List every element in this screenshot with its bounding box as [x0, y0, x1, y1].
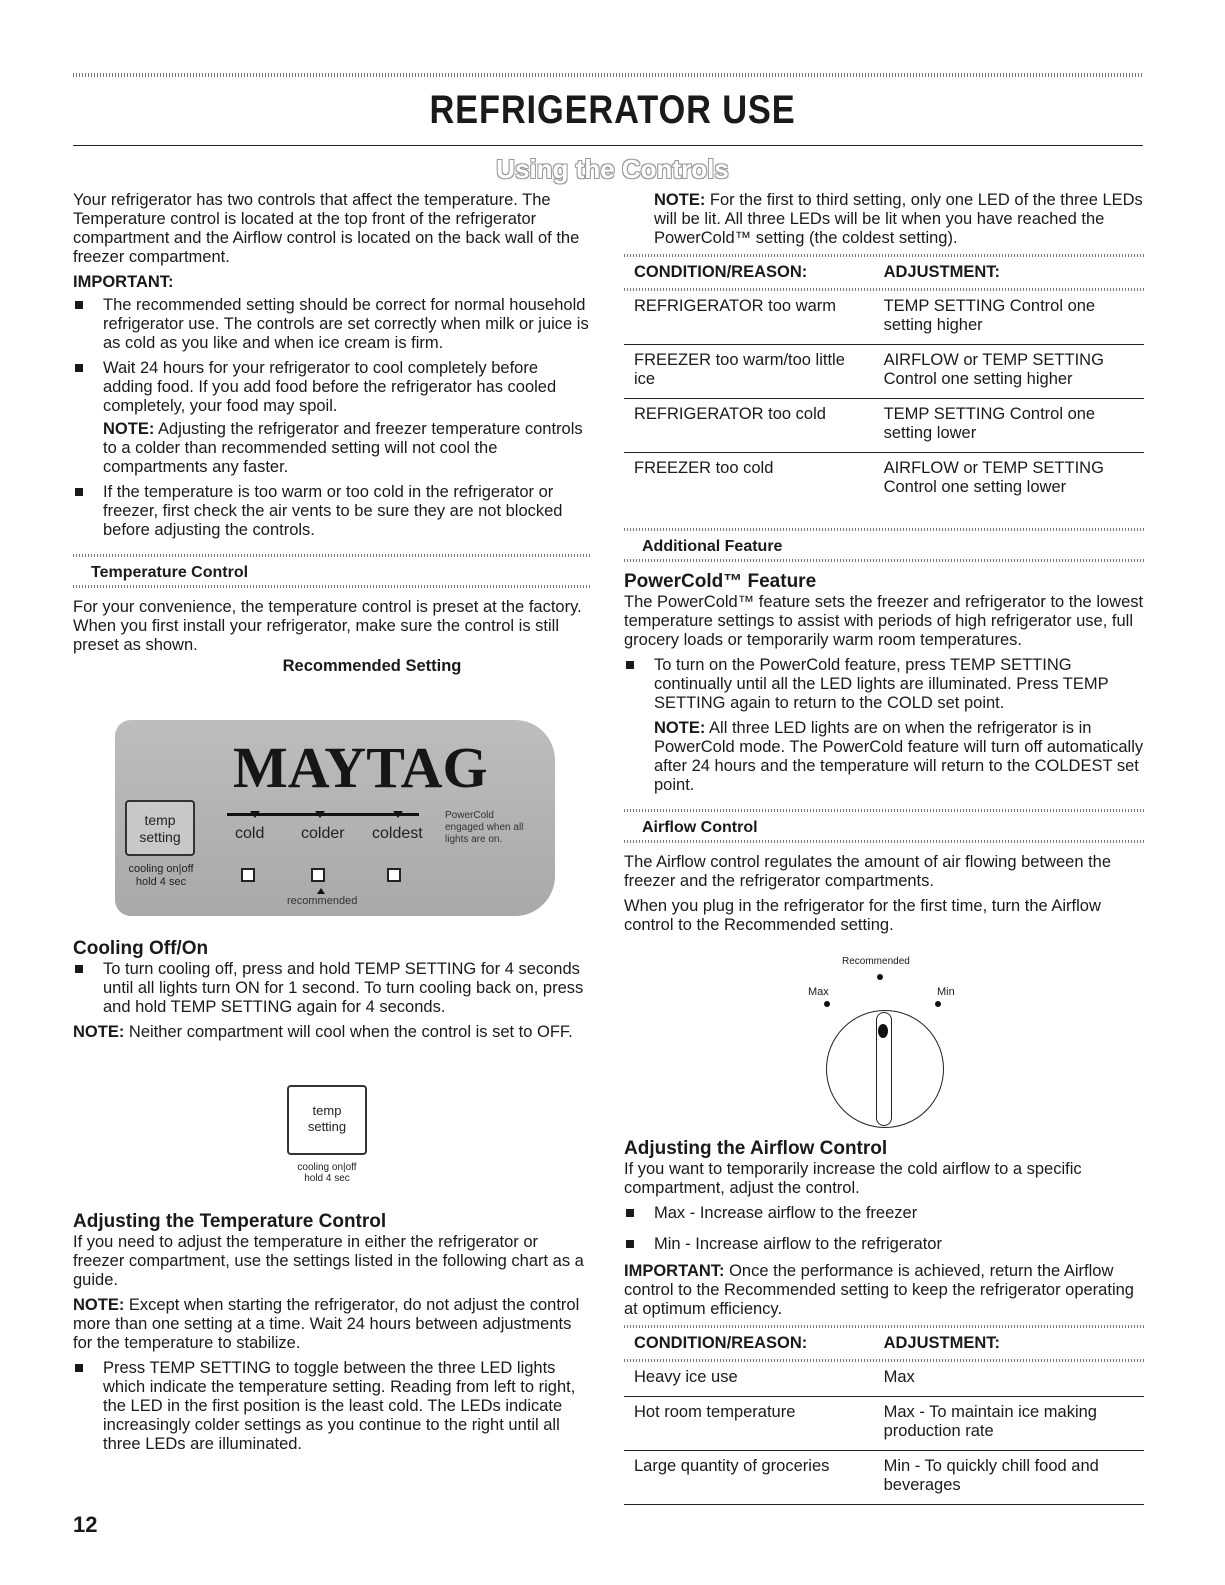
- powercold-line2: engaged when all: [445, 822, 524, 833]
- right-column-lower: [624, 1139, 1144, 1505]
- panel-cooling-caption: [121, 863, 201, 889]
- intro-text: Your refrigerator has two controls that affect the temperature. The Temperature control is located at the top front of the refrigerator compartment and the Airflow control is located on the back wall of the freezer compartment.: [73, 191, 580, 266]
- header-condition: CONDITION/REASON:: [634, 263, 808, 281]
- adjust-temp-list: [73, 1359, 591, 1454]
- table-row: [624, 291, 1144, 345]
- left-column: [73, 191, 591, 682]
- powercold-line1: PowerCold: [445, 810, 494, 821]
- table-header-row: [624, 1328, 1144, 1359]
- panel-recommended-label: recommended: [287, 895, 358, 907]
- band-label: Additional Feature: [642, 538, 783, 555]
- table-cell: TEMP SETTING Control one setting lower: [874, 399, 1144, 453]
- band-bottom-hatch: [73, 585, 591, 588]
- note-text: Neither compartment will cool when the control is set to OFF.: [124, 1023, 573, 1041]
- leds-note: [624, 191, 1144, 248]
- small-button-caption: [287, 1162, 367, 1184]
- note-label: NOTE:: [654, 191, 706, 209]
- table-cell: FREEZER too warm/too little ice: [624, 345, 874, 399]
- button-line1: temp: [144, 812, 176, 828]
- table-cell: Max - To maintain ice making production rate: [874, 1397, 1144, 1451]
- airflow-text-1: The Airflow control regulates the amount of air flowing between the freezer and the refrigerator compartments.: [624, 853, 1112, 890]
- temp-control-text: For your convenience, the temperature control is preset at the factory. When you first install your refrigerator, make sure the control is still preset as shown.: [73, 598, 582, 654]
- page-number: 12: [73, 1512, 98, 1537]
- band-bottom-hatch: [624, 840, 1144, 843]
- button-line2: setting: [307, 1119, 347, 1134]
- note-label: NOTE:: [73, 1296, 125, 1314]
- caption-line2: hold 4 sec: [135, 876, 187, 888]
- note-adjusting: [73, 420, 591, 477]
- table-row: [624, 1451, 1144, 1505]
- cooling-list: [73, 960, 591, 1017]
- list-item: If the temperature is too warm or too cold in the refrigerator or freezer, first check the air vents to be sure they are not blocked before adjusting the controls.: [73, 483, 591, 540]
- airflow-important: [624, 1262, 1144, 1319]
- led-coldest: [387, 868, 401, 882]
- led-colder: [311, 868, 325, 882]
- airflow-dial-illustration: [780, 954, 980, 1144]
- temp-adjustment-table: [624, 257, 1144, 506]
- right-column: [624, 191, 1144, 941]
- title-underline: [73, 145, 1143, 146]
- airflow-list: [624, 1204, 1144, 1254]
- powercold-line3: lights are on.: [445, 834, 503, 845]
- recommended-setting-label: Recommended Setting: [282, 657, 462, 675]
- table-row: [624, 345, 1144, 399]
- note-label: NOTE:: [103, 420, 155, 438]
- table-header-row: [624, 257, 1144, 288]
- temp-setting-button[interactable]: [125, 800, 195, 856]
- table-cell: TEMP SETTING Control one setting higher: [874, 291, 1144, 345]
- dial-recommended-label: Recommended: [842, 956, 910, 967]
- band-label: Temperature Control: [91, 564, 249, 581]
- button-line1: temp: [312, 1103, 342, 1118]
- band-top-hatch: [624, 809, 1144, 812]
- header-adjustment: ADJUSTMENT:: [883, 263, 1001, 281]
- table-cell: Heavy ice use: [624, 1362, 874, 1397]
- dial-max-dot-icon: [824, 1001, 830, 1007]
- table-row: [624, 399, 1144, 453]
- airflow-adjustment-table: [624, 1328, 1144, 1505]
- dial-min-dot-icon: [935, 1001, 941, 1007]
- table-cell: AIRFLOW or TEMP SETTING Control one setting higher: [874, 345, 1144, 399]
- caption-line1: cooling on|off: [128, 863, 194, 875]
- track-marker-colder-icon: [315, 811, 325, 818]
- recommended-marker-icon: [317, 888, 325, 894]
- note-text: All three LED lights are on when the refrigerator is in PowerCold mode. The PowerCold feature will turn off automatically after 24 hours and the temperature will return to the COLDEST set point.: [654, 719, 1144, 794]
- list-item: Wait 24 hours for your refrigerator to cool completely before adding food. If you add food before the refrigerator has cooled completely, your food may spoil.: [73, 359, 591, 416]
- list-item: The recommended setting should be correct for normal household refrigerator use. The controls are set correctly when milk or juice is as cold as you like and when ice cream is firm.: [73, 296, 591, 353]
- additional-feature-band: [624, 528, 1144, 562]
- label-cold: cold: [235, 825, 265, 842]
- left-column-lower: [73, 939, 591, 1048]
- track-marker-coldest-icon: [393, 811, 403, 818]
- powercold-list: [624, 656, 1144, 713]
- band-top-hatch: [73, 554, 591, 557]
- note-text: Adjusting the refrigerator and freezer temperature controls to a colder than recommended setting will not cool the compartments any faster.: [103, 420, 583, 476]
- note-text: Except when starting the refrigerator, do not adjust the control more than one setting at a time. Wait 24 hours between adjustments for the temperature to stabilize.: [73, 1296, 580, 1352]
- important-label: IMPORTANT:: [73, 273, 174, 291]
- adjust-temp-heading: Adjusting the Temperature Control: [73, 1211, 387, 1232]
- table-cell: REFRIGERATOR too warm: [624, 291, 874, 345]
- section-subtitle: Using the Controls: [496, 154, 729, 184]
- table-cell: Hot room temperature: [624, 1397, 874, 1451]
- led-cold: [241, 868, 255, 882]
- adjust-airflow-text: If you want to temporarily increase the cold airflow to a specific compartment, adjust the control.: [624, 1160, 1082, 1197]
- adjust-temp-note: [73, 1296, 591, 1353]
- band-top-hatch: [624, 528, 1144, 531]
- table-cell: Large quantity of groceries: [624, 1451, 874, 1505]
- important-list-2: [73, 483, 591, 540]
- airflow-control-band: [624, 809, 1144, 843]
- header-condition: CONDITION/REASON:: [634, 1334, 808, 1352]
- adjust-airflow-heading: Adjusting the Airflow Control: [624, 1138, 888, 1159]
- airflow-text-2: When you plug in the refrigerator for the first time, turn the Airflow control to the Recommended setting.: [624, 897, 1101, 934]
- table-row: [624, 1362, 1144, 1397]
- table-cell: AIRFLOW or TEMP SETTING Control one setting lower: [883, 459, 1104, 496]
- dial-min-label: Min: [937, 986, 955, 998]
- top-hatch-strip: [73, 73, 1143, 77]
- important-label: IMPORTANT:: [624, 1262, 725, 1280]
- table-row: [624, 453, 1144, 507]
- band-bottom-hatch: [624, 559, 1144, 562]
- dial-recommended-dot-icon: [877, 974, 883, 980]
- cooling-note: [73, 1023, 591, 1042]
- page-title: REFRIGERATOR USE: [429, 88, 796, 132]
- adjust-temp-text: If you need to adjust the temperature in either the refrigerator or freezer compartment, use the settings listed in the following chart as a guide.: [73, 1233, 584, 1289]
- small-temp-setting-button[interactable]: [287, 1085, 367, 1155]
- dial-max-label: Max: [808, 986, 829, 998]
- powercold-heading: PowerCold™ Feature: [624, 571, 817, 592]
- label-coldest: coldest: [372, 825, 423, 842]
- panel-brand-logo: MAYTAG: [233, 735, 488, 800]
- note-label: NOTE:: [654, 719, 706, 737]
- list-item: Max - Increase airflow to the freezer: [624, 1204, 1144, 1223]
- table-cell: Min - To quickly chill food and beverages: [874, 1451, 1144, 1505]
- track-marker-cold-icon: [250, 811, 260, 818]
- important-list: [73, 296, 591, 416]
- table-row: [624, 1397, 1144, 1451]
- powercold-text: The PowerCold™ feature sets the freezer and refrigerator to the lowest temperature settings to assist with periods of high refrigerator use, full grocery loads or temporarily warm room temperatures.: [624, 593, 1144, 649]
- list-item: Min - Increase airflow to the refrigerator: [624, 1235, 1144, 1254]
- note-text: For the first to third setting, only one LED of the three LEDs will be lit. All three LEDs will be lit when you have reached the PowerCold™ setting (the coldest setting).: [654, 191, 1143, 247]
- button-line2: setting: [139, 829, 181, 845]
- caption-line1: cooling on|off: [297, 1162, 357, 1173]
- left-column-adjust: [73, 1212, 591, 1460]
- band-label: Airflow Control: [642, 819, 758, 836]
- list-item: To turn cooling off, press and hold TEMP SETTING for 4 seconds until all lights turn ON for 1 second. To turn cooling back on, press and hold TEMP SETTING again for 4 seconds.: [73, 960, 591, 1017]
- control-panel-illustration: [115, 720, 555, 916]
- caption-line2: hold 4 sec: [304, 1173, 350, 1184]
- header-adjustment: ADJUSTMENT:: [883, 1334, 1001, 1352]
- table-cell: Max: [874, 1362, 1144, 1397]
- note-label: NOTE:: [73, 1023, 125, 1041]
- list-item: Press TEMP SETTING to toggle between the three LED lights which indicate the temperature setting. Reading from left to right, the LED in the first position is the least cold. The LEDs indicate increasingly colder settings as you continue to the right until all three LEDs are illuminated.: [73, 1359, 591, 1454]
- table-cell: REFRIGERATOR too cold: [624, 399, 874, 453]
- dial-pointer-dot-icon: [878, 1024, 888, 1038]
- powercold-note: [624, 719, 1144, 795]
- powercold-caption: [445, 810, 523, 846]
- table-cell: FREEZER too cold: [634, 459, 774, 477]
- label-colder: colder: [301, 825, 345, 842]
- temperature-control-band: [73, 554, 591, 588]
- cooling-heading: Cooling Off/On: [73, 938, 209, 959]
- important-text: Once the performance is achieved, return the Airflow control to the Recommended setting to keep the refrigerator operating at optimum efficiency.: [624, 1262, 1134, 1318]
- list-item: To turn on the PowerCold feature, press TEMP SETTING continually until all the LED lights are illuminated. Press TEMP SETTING again to return to the COLD set point.: [624, 656, 1144, 713]
